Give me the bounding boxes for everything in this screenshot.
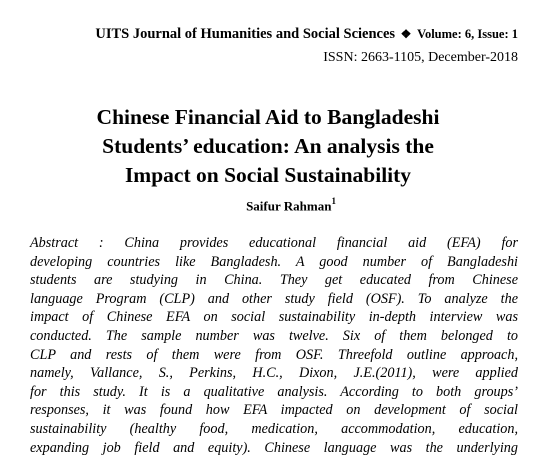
abstract-line: sustainability (healthy food, medication, accommodation, education, — [30, 420, 518, 437]
abstract-line: impact of Chinese EFA on social sustainability in-depth interview was — [30, 309, 518, 326]
abstract-line: Abstract : China provides educational financial aid (EFA) for — [30, 235, 518, 251]
title-line: Impact on Social Sustainability — [124, 163, 412, 187]
abstract-line: developing countries like Bangladesh. A good number of Bangladeshi — [30, 253, 518, 270]
author-byline — [0, 197, 536, 214]
volume-issue: Volume: 6, Issue: 1 — [417, 27, 518, 41]
abstract-line: students are studying in China. They get educated from Chinese — [30, 272, 518, 289]
abstract-line: for this study. It is a qualitative analysis. According to both groups’ — [30, 383, 518, 400]
abstract-line: expanding job field and equity). Chinese language was the underlying — [30, 439, 518, 456]
article-title — [0, 103, 536, 190]
abstract-line: responses, it was found how EFA impacted on development of social — [30, 402, 518, 419]
journal-header — [95, 26, 518, 43]
abstract-line: CLP and rests of them were from OSF. Threefold outline approach, — [30, 346, 518, 363]
bullet-separator-icon: ❖ — [400, 27, 412, 41]
abstract-line: namely, Vallance, S., Perkins, H.C., Dixon, J.E.(2011), were applied — [30, 365, 518, 382]
author-affiliation-mark: 1 — [331, 196, 336, 206]
abstract-line: language Program (CLP) and other study field (OSF). To analyze the — [30, 290, 518, 307]
author-name: Saifur Rahman — [246, 198, 332, 214]
title-line: Students’ education: An analysis the — [102, 134, 434, 158]
abstract-line: conducted. The sample number was twelve. Six of them belonged to — [30, 327, 518, 344]
issn-date: ISSN: 2663-1105, December-2018 — [323, 50, 518, 65]
abstract — [30, 234, 518, 457]
journal-name: UITS Journal of Humanities and Social Sciences — [95, 26, 396, 42]
title-line: Chinese Financial Aid to Bangladeshi — [96, 105, 440, 129]
